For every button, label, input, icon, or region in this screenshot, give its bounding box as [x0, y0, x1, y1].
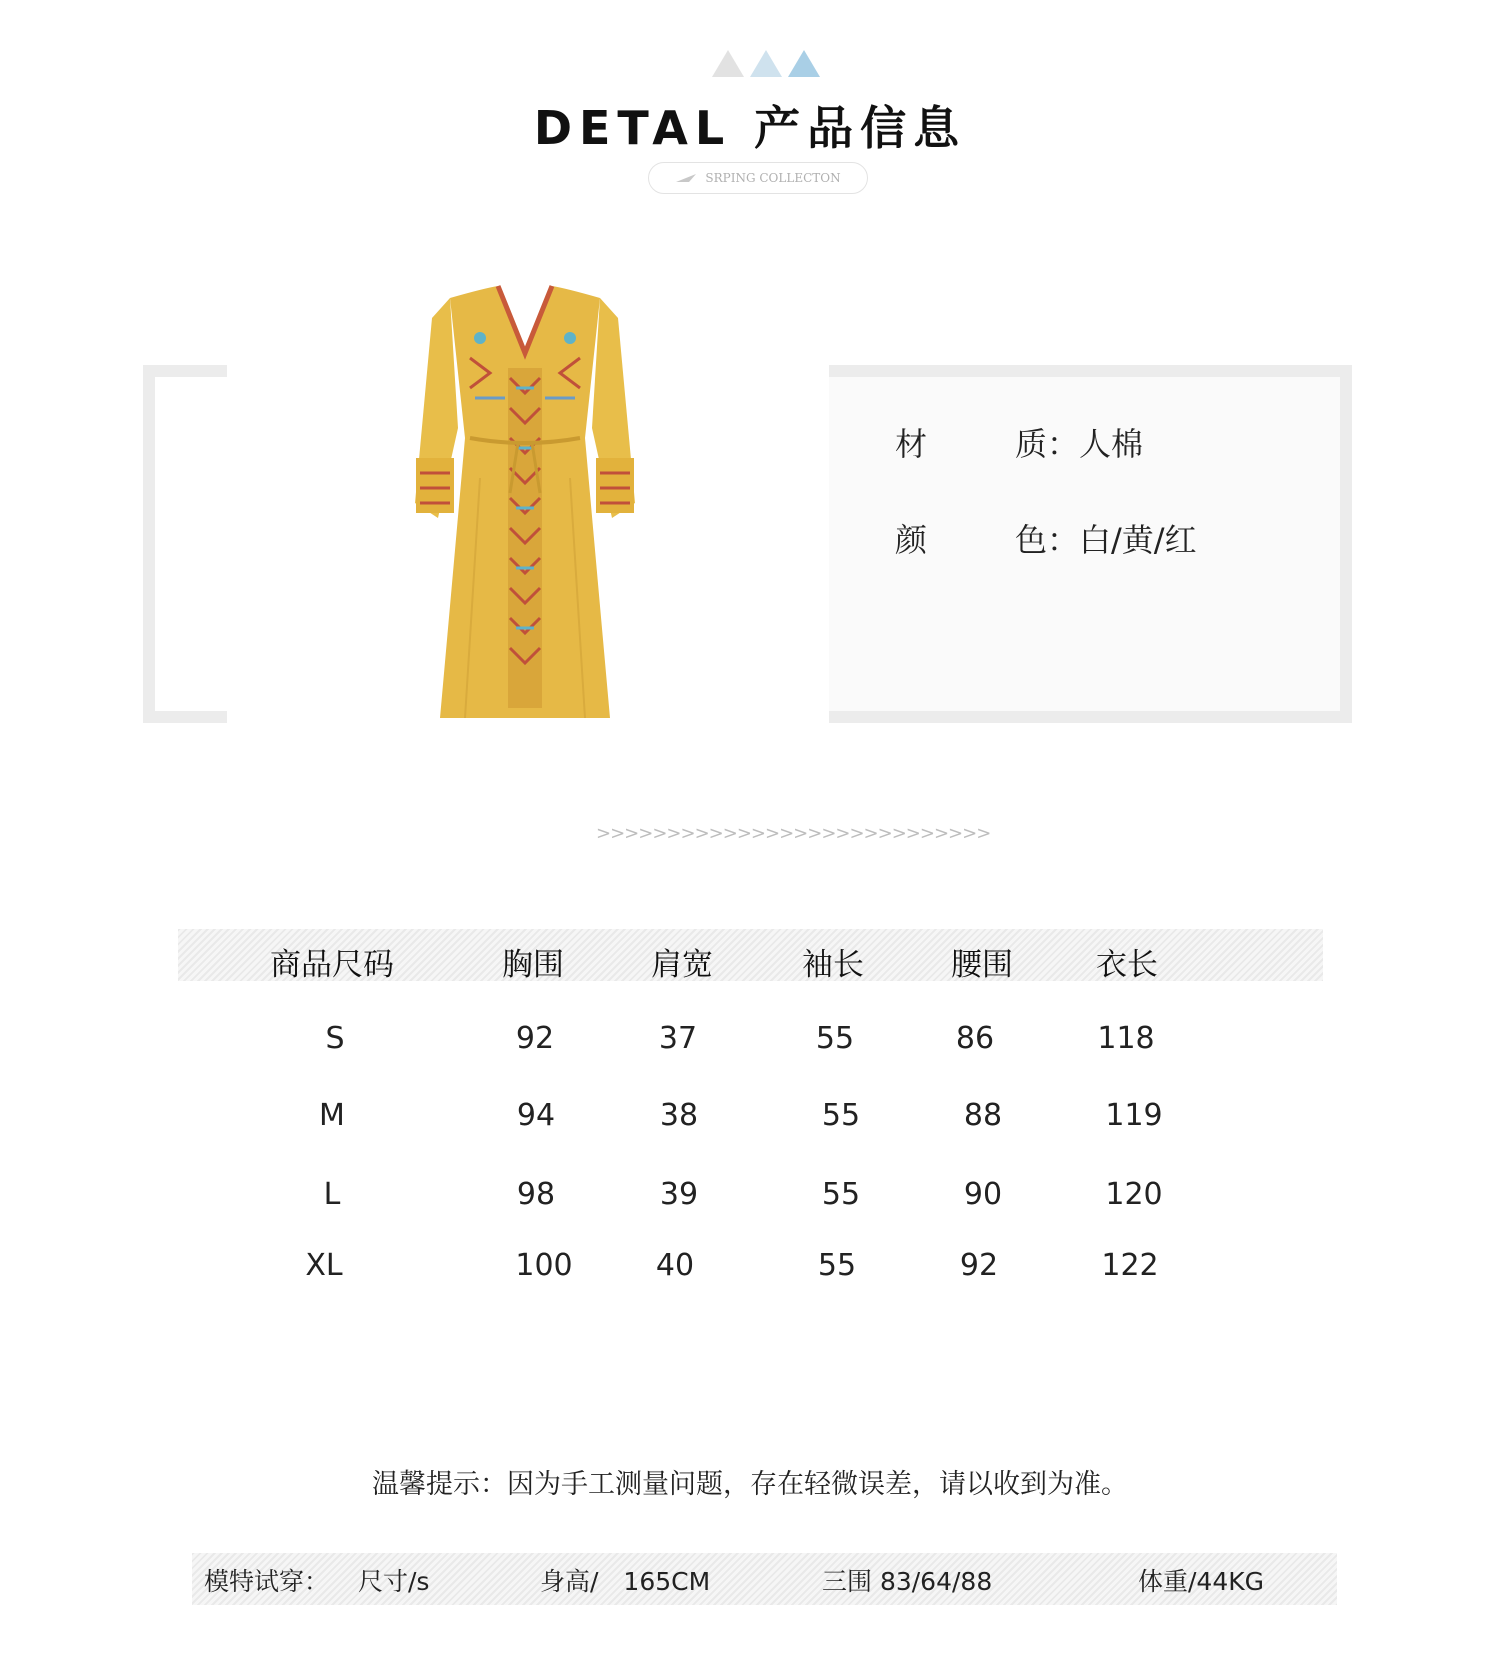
- header-waist: 腰围: [951, 947, 1013, 983]
- table-cell: XL: [305, 1248, 343, 1283]
- triangle-icon: [788, 50, 820, 77]
- table-cell: 122: [1101, 1248, 1159, 1283]
- material-value: 人棉: [1079, 425, 1144, 463]
- feather-icon: [675, 173, 697, 183]
- table-cell: 37: [658, 1021, 698, 1056]
- subtitle-text: SRPING COLLECTON: [705, 171, 841, 185]
- table-cell: 92: [959, 1248, 999, 1283]
- subtitle-badge: [648, 162, 868, 194]
- header-shoulder: 肩宽: [651, 947, 713, 983]
- table-cell: 40: [655, 1248, 695, 1283]
- color-label-b: 色：: [1015, 521, 1080, 559]
- material-label-a: 材: [895, 425, 928, 463]
- header-sleeve: 袖长: [802, 947, 864, 983]
- table-cell: 98: [516, 1177, 556, 1212]
- model-height: 身高/ 165CM: [540, 1567, 711, 1596]
- table-cell: 55: [821, 1098, 861, 1133]
- table-cell: 120: [1105, 1177, 1163, 1212]
- table-cell: 55: [817, 1248, 857, 1283]
- table-cell: 55: [821, 1177, 861, 1212]
- dress-image: [410, 278, 640, 728]
- table-cell: 100: [515, 1248, 573, 1283]
- table-cell: L: [323, 1177, 341, 1212]
- material-label-b: 质：: [1015, 425, 1080, 463]
- section-divider: >>>>>>>>>>>>>>>>>>>>>>>>>>>>: [596, 823, 991, 844]
- frame-left: [143, 365, 227, 723]
- table-cell: 88: [963, 1098, 1003, 1133]
- header-size: 商品尺码: [270, 947, 394, 983]
- table-cell: 90: [963, 1177, 1003, 1212]
- triangle-icon: [712, 50, 744, 77]
- table-cell: 119: [1105, 1098, 1163, 1133]
- model-weight: 体重/44KG: [1138, 1567, 1265, 1596]
- table-cell: 39: [659, 1177, 699, 1212]
- table-cell: 38: [659, 1098, 699, 1133]
- color-row: [895, 518, 1197, 558]
- color-value: 白/黄/红: [1079, 521, 1197, 559]
- material-row: [895, 422, 1143, 462]
- decorative-triangles: [712, 50, 822, 80]
- model-measurements: 三围 83/64/88: [822, 1567, 993, 1596]
- triangle-icon: [750, 50, 782, 77]
- table-cell: 86: [955, 1021, 995, 1056]
- table-cell: 94: [516, 1098, 556, 1133]
- model-size: 尺寸/s: [358, 1567, 430, 1596]
- table-cell: S: [325, 1021, 345, 1056]
- model-label: 模特试穿：: [204, 1567, 330, 1596]
- table-cell: 92: [515, 1021, 555, 1056]
- table-cell: 118: [1097, 1021, 1155, 1056]
- table-cell: 55: [815, 1021, 855, 1056]
- header-chest: 胸围: [502, 947, 564, 983]
- page-title: DETAL 产品信息: [533, 101, 967, 155]
- table-cell: M: [319, 1098, 345, 1133]
- header-length: 衣长: [1096, 947, 1158, 983]
- measurement-note: 温馨提示：因为手工测量问题，存在轻微误差，请以收到为准。: [372, 1469, 1128, 1500]
- color-label-a: 颜: [895, 521, 928, 559]
